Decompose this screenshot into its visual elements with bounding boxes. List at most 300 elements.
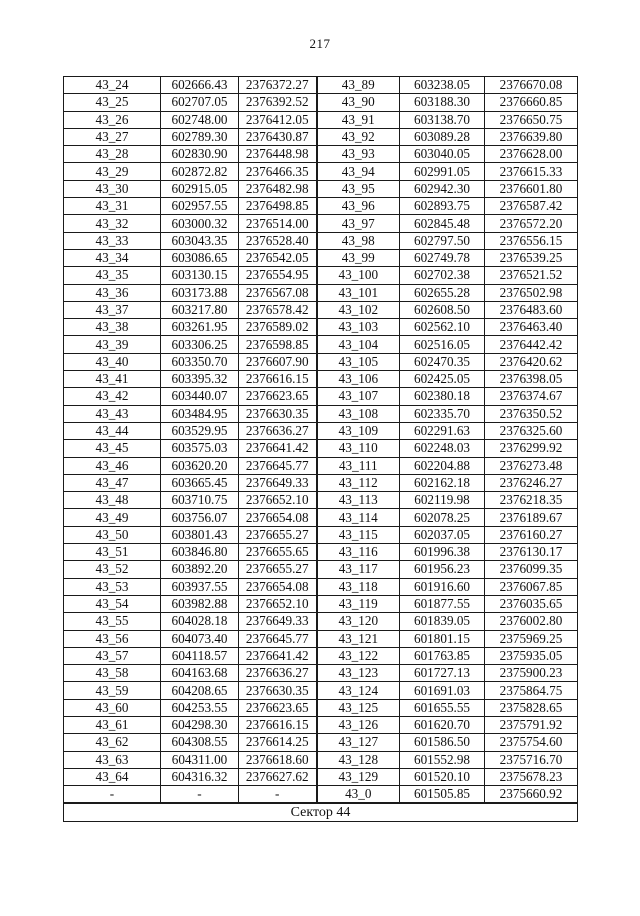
table-cell-y-coordinate: 2376502.98 — [485, 284, 578, 301]
table-cell-x-coordinate: 602702.38 — [400, 267, 485, 284]
table-cell-point-id: 43_89 — [317, 77, 400, 94]
table-cell-point-id: 43_92 — [317, 128, 400, 145]
table-cell-x-coordinate: 602204.88 — [400, 457, 485, 474]
table-cell-y-coordinate: 2376598.85 — [239, 336, 317, 353]
table-cell-x-coordinate: 603801.43 — [161, 526, 239, 543]
table-cell-y-coordinate: 2376189.67 — [485, 509, 578, 526]
table-cell-point-id: 43_36 — [64, 284, 161, 301]
table-cell-point-id: 43_108 — [317, 405, 400, 422]
table-cell-y-coordinate: 2375716.70 — [485, 751, 578, 768]
table-cell-point-id: 43_59 — [64, 682, 161, 699]
table-cell-x-coordinate: 602915.05 — [161, 180, 239, 197]
table-cell-y-coordinate: 2376614.25 — [239, 734, 317, 751]
table-cell-x-coordinate: 602748.00 — [161, 111, 239, 128]
table-row — [64, 422, 578, 439]
table-row — [64, 786, 578, 804]
table-cell-point-id: 43_110 — [317, 440, 400, 457]
table-cell-y-coordinate: 2376554.95 — [239, 267, 317, 284]
table-cell-y-coordinate: 2376655.65 — [239, 544, 317, 561]
table-cell-x-coordinate: 602119.98 — [400, 492, 485, 509]
table-cell-y-coordinate: 2376652.10 — [239, 595, 317, 612]
table-cell-x-coordinate: 601956.23 — [400, 561, 485, 578]
table-cell-x-coordinate: 603043.35 — [161, 232, 239, 249]
table-cell-y-coordinate: 2375900.23 — [485, 665, 578, 682]
table-row — [64, 492, 578, 509]
table-cell-y-coordinate: 2376616.15 — [239, 371, 317, 388]
table-cell-point-id: 43_48 — [64, 492, 161, 509]
table-cell-x-coordinate: 601505.85 — [400, 786, 485, 804]
coordinates-table-body — [64, 77, 578, 804]
table-cell-x-coordinate: 604028.18 — [161, 613, 239, 630]
table-cell-point-id: 43_94 — [317, 163, 400, 180]
table-cell-y-coordinate: 2376528.40 — [239, 232, 317, 249]
table-row — [64, 301, 578, 318]
table-cell-point-id: 43_118 — [317, 578, 400, 595]
table-cell-y-coordinate: 2376572.20 — [485, 215, 578, 232]
table-cell-point-id: 43_39 — [64, 336, 161, 353]
table-cell-y-coordinate: 2376639.80 — [485, 128, 578, 145]
table-row — [64, 319, 578, 336]
table-cell-y-coordinate: 2376556.15 — [485, 232, 578, 249]
table-cell-y-coordinate: 2376372.27 — [239, 77, 317, 94]
table-cell-x-coordinate: 603188.30 — [400, 94, 485, 111]
table-row — [64, 578, 578, 595]
table-cell-x-coordinate: 602291.63 — [400, 422, 485, 439]
table-row — [64, 613, 578, 630]
table-cell-x-coordinate: 603982.88 — [161, 595, 239, 612]
table-cell-y-coordinate: 2376463.40 — [485, 319, 578, 336]
table-cell-point-id: 43_64 — [64, 768, 161, 785]
table-cell-point-id: 43_106 — [317, 371, 400, 388]
table-cell-point-id: 43_27 — [64, 128, 161, 145]
table-row — [64, 457, 578, 474]
table-cell-x-coordinate: 603173.88 — [161, 284, 239, 301]
table-cell-x-coordinate: 603138.70 — [400, 111, 485, 128]
table-cell-y-coordinate: 2376099.35 — [485, 561, 578, 578]
table-cell-point-id: 43_129 — [317, 768, 400, 785]
table-cell-x-coordinate: 603306.25 — [161, 336, 239, 353]
table-row — [64, 94, 578, 111]
table-cell-point-id: 43_28 — [64, 146, 161, 163]
table-cell-y-coordinate: 2376130.17 — [485, 544, 578, 561]
table-cell-point-id: 43_107 — [317, 388, 400, 405]
table-cell-x-coordinate: 603937.55 — [161, 578, 239, 595]
table-cell-point-id: 43_103 — [317, 319, 400, 336]
table-cell-y-coordinate: 2376628.00 — [485, 146, 578, 163]
table-cell-x-coordinate: 603217.80 — [161, 301, 239, 318]
table-cell-x-coordinate: 604298.30 — [161, 716, 239, 733]
table-cell-point-id: 43_100 — [317, 267, 400, 284]
table-row — [64, 734, 578, 751]
table-cell-point-id: 43_117 — [317, 561, 400, 578]
table-row — [64, 647, 578, 664]
table-cell-y-coordinate: 2376601.80 — [485, 180, 578, 197]
table-row — [64, 128, 578, 145]
table-row — [64, 699, 578, 716]
table-cell-y-coordinate: 2376325.60 — [485, 422, 578, 439]
table-cell-x-coordinate: 602425.05 — [400, 371, 485, 388]
table-cell-x-coordinate: 602789.30 — [161, 128, 239, 145]
table-cell-point-id: 43_96 — [317, 198, 400, 215]
table-cell-y-coordinate: 2376430.87 — [239, 128, 317, 145]
table-cell-x-coordinate: 602893.75 — [400, 198, 485, 215]
table-cell-point-id: 43_123 — [317, 665, 400, 682]
table-cell-x-coordinate: - — [161, 786, 239, 804]
table-cell-x-coordinate: 602991.05 — [400, 163, 485, 180]
table-row — [64, 371, 578, 388]
table-cell-y-coordinate: 2376623.65 — [239, 699, 317, 716]
table-cell-point-id: 43_47 — [64, 474, 161, 491]
table-cell-x-coordinate: 603665.45 — [161, 474, 239, 491]
table-cell-x-coordinate: 602942.30 — [400, 180, 485, 197]
table-cell-y-coordinate: 2376514.00 — [239, 215, 317, 232]
table-row — [64, 526, 578, 543]
table-cell-y-coordinate: 2376607.90 — [239, 353, 317, 370]
table-row — [64, 284, 578, 301]
table-cell-y-coordinate: 2376636.27 — [239, 422, 317, 439]
table-cell-y-coordinate: 2376654.08 — [239, 509, 317, 526]
table-cell-x-coordinate: 601520.10 — [400, 768, 485, 785]
table-cell-point-id: 43_60 — [64, 699, 161, 716]
table-cell-point-id: 43_25 — [64, 94, 161, 111]
table-cell-y-coordinate: 2376630.35 — [239, 682, 317, 699]
table-cell-point-id: 43_49 — [64, 509, 161, 526]
table-row — [64, 198, 578, 215]
table-cell-y-coordinate: 2376374.67 — [485, 388, 578, 405]
table-cell-y-coordinate: 2376654.08 — [239, 578, 317, 595]
table-cell-point-id: 43_42 — [64, 388, 161, 405]
table-cell-x-coordinate: 604163.68 — [161, 665, 239, 682]
table-cell-y-coordinate: 2376655.27 — [239, 526, 317, 543]
table-cell-y-coordinate: 2376299.92 — [485, 440, 578, 457]
table-cell-x-coordinate: 602830.90 — [161, 146, 239, 163]
table-cell-x-coordinate: 601655.55 — [400, 699, 485, 716]
table-cell-y-coordinate: 2376483.60 — [485, 301, 578, 318]
table-cell-y-coordinate: 2376002.80 — [485, 613, 578, 630]
table-cell-x-coordinate: 603440.07 — [161, 388, 239, 405]
table-cell-x-coordinate: 602845.48 — [400, 215, 485, 232]
table-cell-point-id: 43_104 — [317, 336, 400, 353]
table-cell-x-coordinate: 602666.43 — [161, 77, 239, 94]
table-cell-point-id: 43_24 — [64, 77, 161, 94]
table-cell-point-id: 43_99 — [317, 249, 400, 266]
table-cell-point-id: 43_34 — [64, 249, 161, 266]
table-cell-y-coordinate: 2376542.05 — [239, 249, 317, 266]
table-cell-y-coordinate: 2376392.52 — [239, 94, 317, 111]
table-cell-y-coordinate: 2376589.02 — [239, 319, 317, 336]
table-cell-point-id: 43_50 — [64, 526, 161, 543]
table-cell-y-coordinate: 2376442.42 — [485, 336, 578, 353]
table-cell-y-coordinate: 2376587.42 — [485, 198, 578, 215]
table-cell-x-coordinate: 603846.80 — [161, 544, 239, 561]
table-cell-y-coordinate: - — [239, 786, 317, 804]
sector-row — [64, 803, 578, 821]
table-cell-point-id: 43_56 — [64, 630, 161, 647]
table-cell-point-id: 43_63 — [64, 751, 161, 768]
table-cell-x-coordinate: 604311.00 — [161, 751, 239, 768]
table-cell-x-coordinate: 601727.13 — [400, 665, 485, 682]
table-cell-y-coordinate: 2375864.75 — [485, 682, 578, 699]
table-row — [64, 544, 578, 561]
table-cell-y-coordinate: 2376218.35 — [485, 492, 578, 509]
table-cell-x-coordinate: 603395.32 — [161, 371, 239, 388]
table-cell-x-coordinate: 601916.60 — [400, 578, 485, 595]
table-cell-point-id: 43_38 — [64, 319, 161, 336]
table-cell-x-coordinate: 601691.03 — [400, 682, 485, 699]
table-cell-x-coordinate: 603620.20 — [161, 457, 239, 474]
table-cell-point-id: 43_33 — [64, 232, 161, 249]
table-cell-x-coordinate: 602562.10 — [400, 319, 485, 336]
table-cell-x-coordinate: 602078.25 — [400, 509, 485, 526]
table-cell-point-id: 43_113 — [317, 492, 400, 509]
table-cell-point-id: 43_111 — [317, 457, 400, 474]
table-cell-y-coordinate: 2376652.10 — [239, 492, 317, 509]
table-cell-y-coordinate: 2376630.35 — [239, 405, 317, 422]
table-cell-x-coordinate: 604073.40 — [161, 630, 239, 647]
table-cell-point-id: 43_61 — [64, 716, 161, 733]
table-cell-point-id: 43_43 — [64, 405, 161, 422]
table-cell-point-id: 43_120 — [317, 613, 400, 630]
table-cell-point-id: 43_124 — [317, 682, 400, 699]
table-cell-point-id: 43_54 — [64, 595, 161, 612]
table-cell-y-coordinate: 2376618.60 — [239, 751, 317, 768]
table-row — [64, 215, 578, 232]
table-cell-y-coordinate: 2376623.65 — [239, 388, 317, 405]
table-cell-x-coordinate: 601620.70 — [400, 716, 485, 733]
table-cell-y-coordinate: 2376649.33 — [239, 474, 317, 491]
table-cell-point-id: 43_44 — [64, 422, 161, 439]
table-cell-x-coordinate: 602655.28 — [400, 284, 485, 301]
table-cell-x-coordinate: 601839.05 — [400, 613, 485, 630]
table-row — [64, 716, 578, 733]
table-cell-x-coordinate: 601801.15 — [400, 630, 485, 647]
table-cell-x-coordinate: 603086.65 — [161, 249, 239, 266]
table-cell-y-coordinate: 2376641.42 — [239, 647, 317, 664]
table-cell-point-id: 43_115 — [317, 526, 400, 543]
table-cell-point-id: 43_126 — [317, 716, 400, 733]
table-cell-x-coordinate: 602797.50 — [400, 232, 485, 249]
table-cell-x-coordinate: 601586.50 — [400, 734, 485, 751]
table-cell-point-id: 43_57 — [64, 647, 161, 664]
table-cell-y-coordinate: 2376655.27 — [239, 561, 317, 578]
table-cell-x-coordinate: 604308.55 — [161, 734, 239, 751]
table-cell-y-coordinate: 2375935.05 — [485, 647, 578, 664]
table-row — [64, 768, 578, 785]
table-cell-point-id: 43_45 — [64, 440, 161, 457]
table-cell-x-coordinate: 602749.78 — [400, 249, 485, 266]
table-cell-y-coordinate: 2376498.85 — [239, 198, 317, 215]
table-cell-point-id: 43_105 — [317, 353, 400, 370]
table-cell-point-id: 43_51 — [64, 544, 161, 561]
table-cell-y-coordinate: 2376521.52 — [485, 267, 578, 284]
table-cell-point-id: 43_116 — [317, 544, 400, 561]
table-cell-point-id: 43_128 — [317, 751, 400, 768]
table-row — [64, 561, 578, 578]
table-cell-point-id: 43_112 — [317, 474, 400, 491]
table-cell-point-id: 43_98 — [317, 232, 400, 249]
table-row — [64, 336, 578, 353]
table-cell-x-coordinate: 603089.28 — [400, 128, 485, 145]
table-row — [64, 146, 578, 163]
table-cell-x-coordinate: 603575.03 — [161, 440, 239, 457]
table-cell-x-coordinate: 604118.57 — [161, 647, 239, 664]
table-cell-x-coordinate: 603350.70 — [161, 353, 239, 370]
table-row — [64, 388, 578, 405]
table-cell-y-coordinate: 2376412.05 — [239, 111, 317, 128]
table-cell-y-coordinate: 2376650.75 — [485, 111, 578, 128]
table-cell-x-coordinate: 603130.15 — [161, 267, 239, 284]
table-cell-y-coordinate: 2376067.85 — [485, 578, 578, 595]
table-cell-x-coordinate: 603529.95 — [161, 422, 239, 439]
table-row — [64, 111, 578, 128]
table-cell-point-id: 43_46 — [64, 457, 161, 474]
table-cell-x-coordinate: 603261.95 — [161, 319, 239, 336]
table-cell-y-coordinate: 2376641.42 — [239, 440, 317, 457]
table-cell-x-coordinate: 603484.95 — [161, 405, 239, 422]
table-cell-y-coordinate: 2376273.48 — [485, 457, 578, 474]
table-cell-y-coordinate: 2376420.62 — [485, 353, 578, 370]
table-cell-point-id: 43_41 — [64, 371, 161, 388]
table-cell-y-coordinate: 2375660.92 — [485, 786, 578, 804]
table-cell-point-id: 43_30 — [64, 180, 161, 197]
table-cell-point-id: 43_102 — [317, 301, 400, 318]
table-cell-y-coordinate: 2376567.08 — [239, 284, 317, 301]
table-cell-x-coordinate: 602470.35 — [400, 353, 485, 370]
table-cell-x-coordinate: 601552.98 — [400, 751, 485, 768]
table-cell-point-id: 43_109 — [317, 422, 400, 439]
table-cell-point-id: 43_32 — [64, 215, 161, 232]
table-row — [64, 509, 578, 526]
table-cell-x-coordinate: 602872.82 — [161, 163, 239, 180]
table-cell-point-id: 43_119 — [317, 595, 400, 612]
table-cell-x-coordinate: 601763.85 — [400, 647, 485, 664]
table-cell-point-id: 43_90 — [317, 94, 400, 111]
coordinates-table — [63, 76, 578, 822]
table-cell-point-id: 43_26 — [64, 111, 161, 128]
table-cell-x-coordinate: 602248.03 — [400, 440, 485, 457]
table-row — [64, 77, 578, 94]
table-cell-y-coordinate: 2376645.77 — [239, 457, 317, 474]
table-cell-x-coordinate: 601996.38 — [400, 544, 485, 561]
table-cell-y-coordinate: 2376398.05 — [485, 371, 578, 388]
table-row — [64, 682, 578, 699]
table-cell-y-coordinate: 2376636.27 — [239, 665, 317, 682]
table-row — [64, 595, 578, 612]
table-cell-point-id: - — [64, 786, 161, 804]
table-cell-point-id: 43_121 — [317, 630, 400, 647]
sector-label: Сектор 44 — [64, 803, 578, 821]
table-cell-x-coordinate: 602516.05 — [400, 336, 485, 353]
table-cell-x-coordinate: 602608.50 — [400, 301, 485, 318]
table-cell-x-coordinate: 603756.07 — [161, 509, 239, 526]
table-cell-point-id: 43_114 — [317, 509, 400, 526]
table-cell-y-coordinate: 2376539.25 — [485, 249, 578, 266]
table-cell-point-id: 43_40 — [64, 353, 161, 370]
table-cell-point-id: 43_52 — [64, 561, 161, 578]
table-cell-y-coordinate: 2375754.60 — [485, 734, 578, 751]
table-cell-y-coordinate: 2375791.92 — [485, 716, 578, 733]
table-cell-y-coordinate: 2376160.27 — [485, 526, 578, 543]
table-cell-point-id: 43_62 — [64, 734, 161, 751]
table-cell-x-coordinate: 602162.18 — [400, 474, 485, 491]
table-cell-y-coordinate: 2375678.23 — [485, 768, 578, 785]
table-cell-y-coordinate: 2376578.42 — [239, 301, 317, 318]
table-cell-y-coordinate: 2376448.98 — [239, 146, 317, 163]
table-row — [64, 440, 578, 457]
table-cell-point-id: 43_97 — [317, 215, 400, 232]
table-cell-x-coordinate: 603238.05 — [400, 77, 485, 94]
table-row — [64, 405, 578, 422]
table-cell-point-id: 43_125 — [317, 699, 400, 716]
table-cell-y-coordinate: 2376482.98 — [239, 180, 317, 197]
table-cell-point-id: 43_31 — [64, 198, 161, 215]
coordinates-sheet — [63, 76, 577, 822]
table-cell-y-coordinate: 2375969.25 — [485, 630, 578, 647]
table-cell-point-id: 43_91 — [317, 111, 400, 128]
table-cell-y-coordinate: 2376615.33 — [485, 163, 578, 180]
table-cell-x-coordinate: 602707.05 — [161, 94, 239, 111]
table-cell-x-coordinate: 603710.75 — [161, 492, 239, 509]
table-cell-y-coordinate: 2376246.27 — [485, 474, 578, 491]
table-cell-point-id: 43_122 — [317, 647, 400, 664]
table-cell-y-coordinate: 2376670.08 — [485, 77, 578, 94]
table-cell-point-id: 43_53 — [64, 578, 161, 595]
table-cell-x-coordinate: 604253.55 — [161, 699, 239, 716]
table-row — [64, 267, 578, 284]
table-cell-point-id: 43_37 — [64, 301, 161, 318]
table-cell-x-coordinate: 604316.32 — [161, 768, 239, 785]
table-cell-x-coordinate: 602335.70 — [400, 405, 485, 422]
table-row — [64, 249, 578, 266]
table-cell-x-coordinate: 602037.05 — [400, 526, 485, 543]
table-cell-point-id: 43_58 — [64, 665, 161, 682]
table-cell-y-coordinate: 2376660.85 — [485, 94, 578, 111]
table-row — [64, 232, 578, 249]
table-cell-point-id: 43_35 — [64, 267, 161, 284]
table-row — [64, 163, 578, 180]
table-cell-x-coordinate: 603040.05 — [400, 146, 485, 163]
table-row — [64, 180, 578, 197]
table-cell-x-coordinate: 601877.55 — [400, 595, 485, 612]
table-cell-y-coordinate: 2376627.62 — [239, 768, 317, 785]
table-cell-point-id: 43_93 — [317, 146, 400, 163]
table-cell-x-coordinate: 604208.65 — [161, 682, 239, 699]
table-cell-x-coordinate: 603892.20 — [161, 561, 239, 578]
table-row — [64, 630, 578, 647]
table-row — [64, 751, 578, 768]
page-number: 217 — [309, 36, 331, 51]
table-cell-point-id: 43_55 — [64, 613, 161, 630]
table-cell-point-id: 43_101 — [317, 284, 400, 301]
table-cell-y-coordinate: 2376616.15 — [239, 716, 317, 733]
table-cell-y-coordinate: 2376649.33 — [239, 613, 317, 630]
table-cell-point-id: 43_95 — [317, 180, 400, 197]
table-cell-x-coordinate: 602957.55 — [161, 198, 239, 215]
table-row — [64, 665, 578, 682]
table-row — [64, 474, 578, 491]
table-cell-x-coordinate: 602380.18 — [400, 388, 485, 405]
table-row — [64, 353, 578, 370]
table-cell-x-coordinate: 603000.32 — [161, 215, 239, 232]
table-cell-y-coordinate: 2376645.77 — [239, 630, 317, 647]
table-cell-y-coordinate: 2375828.65 — [485, 699, 578, 716]
table-cell-y-coordinate: 2376350.52 — [485, 405, 578, 422]
table-cell-y-coordinate: 2376466.35 — [239, 163, 317, 180]
table-cell-point-id: 43_0 — [317, 786, 400, 804]
table-cell-y-coordinate: 2376035.65 — [485, 595, 578, 612]
table-cell-point-id: 43_127 — [317, 734, 400, 751]
table-cell-point-id: 43_29 — [64, 163, 161, 180]
